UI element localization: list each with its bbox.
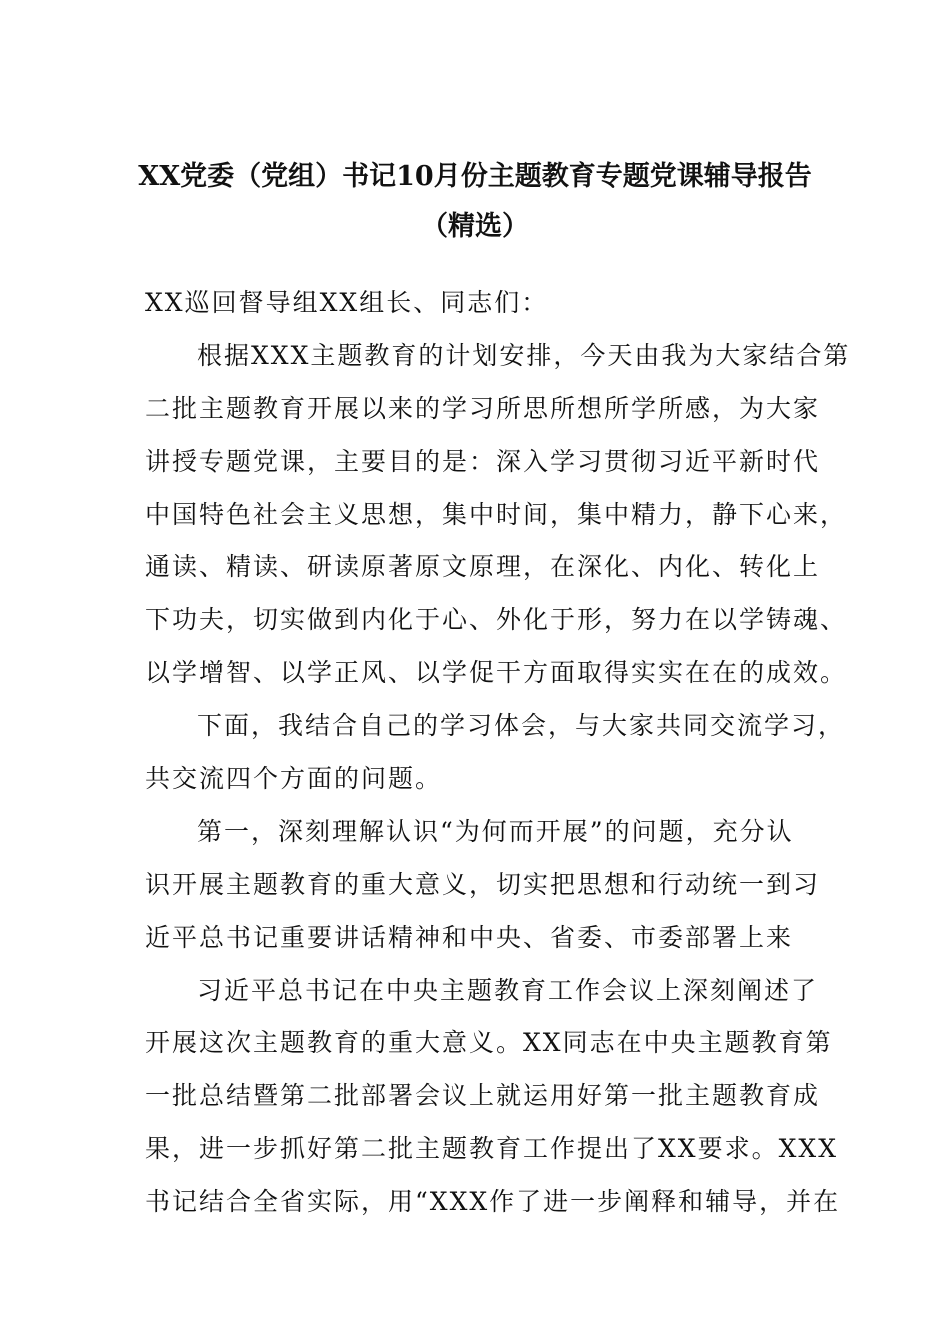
paragraph-line: 根据XXX主题教育的计划安排，今天由我为大家结合第 [197, 340, 851, 370]
section-heading-line: 近平总书记重要讲话精神和中央、省委、市委部署上来 [145, 922, 794, 952]
section-heading-line: 第一，深刻理解认识“为何而开展”的问题，充分认 [197, 816, 794, 846]
paragraph-line: 通读、精读、研读原著原文原理，在深化、内化、转化上 [145, 552, 821, 582]
section-heading-line: 识开展主题教育的重大意义，切实把思想和行动统一到习 [145, 869, 821, 899]
paragraph-line: 果，进一步抓好第二批主题教育工作提出了XX要求。XXX [145, 1134, 838, 1164]
paragraph-line: 共交流四个方面的问题。 [145, 764, 443, 794]
paragraph-line: 二批主题教育开展以来的学习所思所想所学所感，为大家 [145, 393, 821, 423]
document-title: XX党委（党组）书记10月份主题教育专题党课辅导报告 [138, 161, 812, 192]
paragraph-line: 一批总结暨第二批部署会议上就运用好第一批主题教育成 [145, 1081, 821, 1111]
paragraph-line: 讲授专题党课，主要目的是：深入学习贯彻习近平新时代 [145, 446, 821, 476]
salutation-line: XX巡回督导组XX组长、同志们： [145, 288, 549, 317]
paragraph-line: 以学增智、以学正风、以学促干方面取得实实在在的成效。 [145, 658, 848, 688]
document-body [145, 288, 851, 1242]
paragraph-line: 下面，我结合自己的学习体会，与大家共同交流学习， [197, 711, 846, 741]
paragraph-line: 下功夫，切实做到内化于心、外化于形，努力在以学铸魂、 [145, 605, 848, 635]
paragraph-line: 书记结合全省实际，用“XXX作了进一步阐释和辅导，并在 [145, 1187, 841, 1217]
paragraph-line: 开展这次主题教育的重大意义。XX同志在中央主题教育第 [145, 1028, 833, 1058]
document-subtitle: （精选） [421, 211, 529, 242]
paragraph-line: 中国特色社会主义思想，集中时间，集中精力，静下心来， [145, 499, 848, 529]
paragraph-line: 习近平总书记在中央主题教育工作会议上深刻阐述了 [197, 975, 819, 1005]
